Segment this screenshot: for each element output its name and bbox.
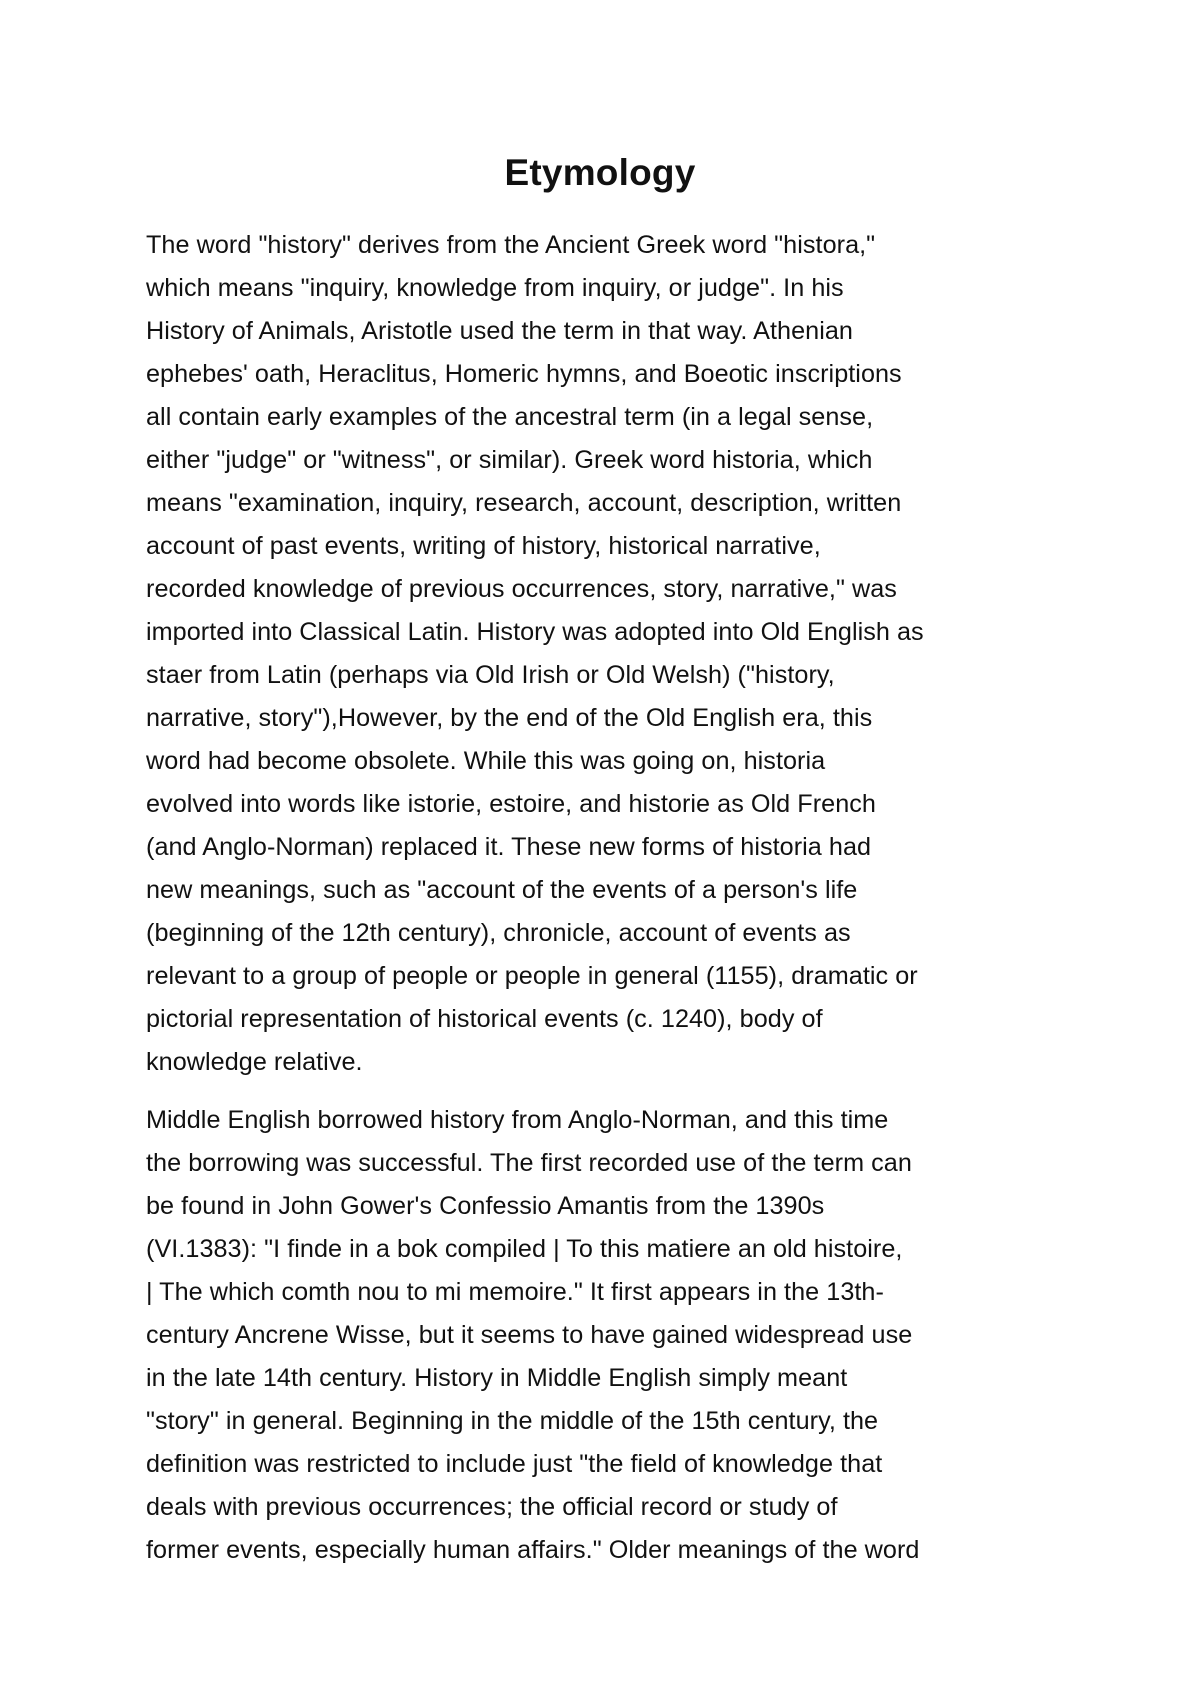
text-line: deals with previous occurrences; the official record or study of — [146, 1493, 838, 1521]
text-line: be found in John Gower's Confessio Amantis from the 1390s — [146, 1192, 825, 1220]
paragraph — [146, 224, 1076, 1084]
text-line: recorded knowledge of previous occurrences, story, narrative," was — [146, 575, 897, 603]
text-line: either "judge" or "witness", or similar). Greek word historia, which — [146, 446, 873, 474]
text-line: former events, especially human affairs." Older meanings of the word — [146, 1536, 920, 1564]
text-line: means "examination, inquiry, research, account, description, written — [146, 489, 902, 517]
paragraph — [146, 1099, 1076, 1572]
text-line: in the late 14th century. History in Middle English simply meant — [146, 1364, 848, 1392]
text-line: word had become obsolete. While this was going on, historia — [146, 747, 826, 775]
text-line: the borrowing was successful. The first recorded use of the term can — [146, 1149, 912, 1177]
text-line: definition was restricted to include just "the field of knowledge that — [146, 1450, 883, 1478]
text-line: century Ancrene Wisse, but it seems to have gained widespread use — [146, 1321, 913, 1349]
page-title: Etymology — [504, 152, 696, 193]
document-body — [146, 224, 1076, 1572]
text-line: relevant to a group of people or people in general (1155), dramatic or — [146, 962, 918, 990]
text-line: The word "history" derives from the Ancient Greek word "historа," — [146, 231, 876, 259]
text-line: History of Animals, Aristotle used the term in that way. Athenian — [146, 317, 853, 345]
text-line: staer from Latin (perhaps via Old Irish or Old Welsh) ("history, — [146, 661, 835, 689]
text-line: all contain early examples of the ancestral term (in a legal sense, — [146, 403, 874, 431]
text-line: pictorial representation of historical events (c. 1240), body of — [146, 1005, 823, 1033]
text-line: knowledge relative. — [146, 1048, 363, 1076]
text-line: (VI.1383): "I finde in a bok compiled | To this matiere an old histoire, — [146, 1235, 903, 1263]
text-line: | The which comth nou to mi memoire." It first appears in the 13th- — [146, 1278, 884, 1306]
text-line: "story" in general. Beginning in the middle of the 15th century, the — [146, 1407, 879, 1435]
text-line: new meanings, such as "account of the events of a person's life — [146, 876, 858, 904]
text-line: Middle English borrowed history from Anglo-Norman, and this time — [146, 1106, 889, 1134]
text-line: ephebes' oath, Heraclitus, Homeric hymns, and Boeotic inscriptions — [146, 360, 902, 388]
text-line: (beginning of the 12th century), chronicle, account of events as — [146, 919, 851, 947]
text-line: which means "inquiry, knowledge from inquiry, or judge". In his — [146, 274, 844, 302]
text-line: narrative, story"),However, by the end of the Old English era, this — [146, 704, 873, 732]
text-line: account of past events, writing of history, historical narrative, — [146, 532, 821, 560]
text-line: (and Anglo-Norman) replaced it. These new forms of historia had — [146, 833, 872, 861]
text-line: evolved into words like istorie, estoire, and historie as Old French — [146, 790, 876, 818]
text-line: imported into Classical Latin. History was adopted into Old English as — [146, 618, 924, 646]
